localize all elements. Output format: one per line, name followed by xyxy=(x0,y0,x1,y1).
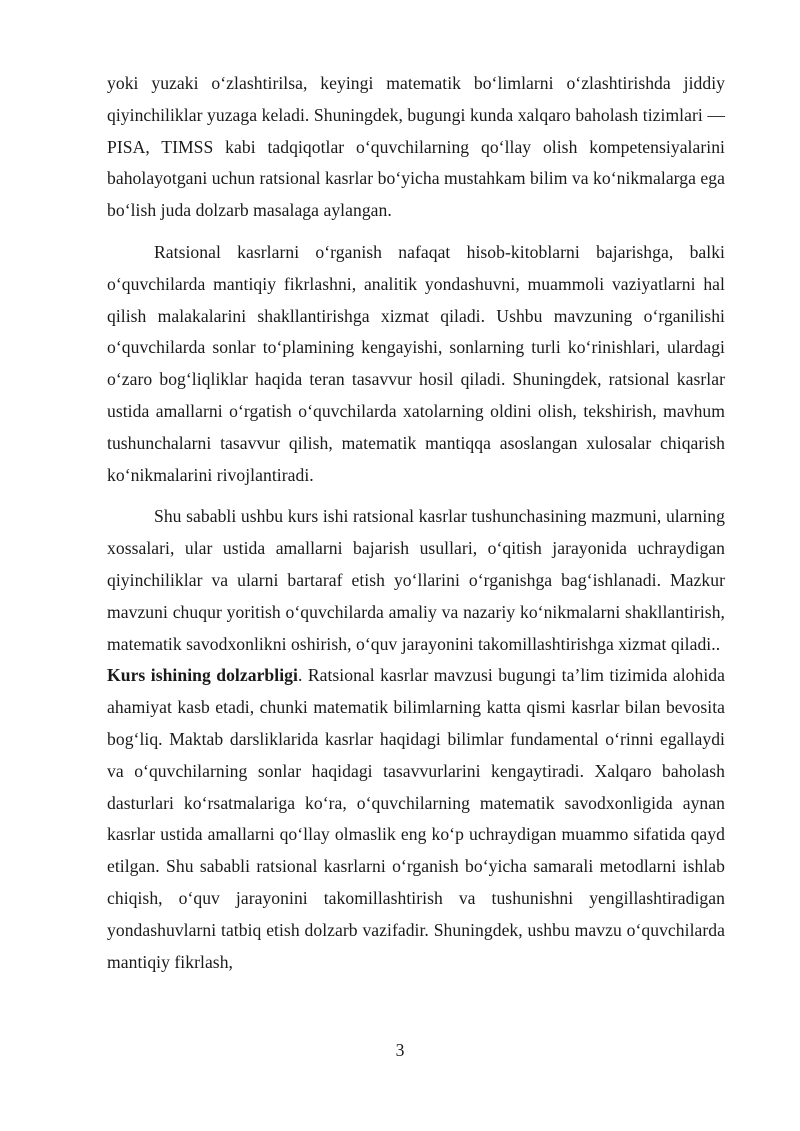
paragraph-3: Shu sababli ushbu kurs ishi ratsional kasrlar tushunchasining mazmuni, ularning xossalari, ular ustida amallarni bajarish usullari, o‘qitish jarayonida uchraydigan qiyinchiliklar va ularni bartaraf etish yo‘llarini o‘rganishga bag‘ishlanadi. Mazkur mavzuni chuqur yoritish o‘quvchilarda amaliy va nazariy ko‘nikmalarni shakllantirish, matematik savodxonlikni oshirish, o‘quv jarayonini takomillashtirishga xizmat qiladi.. xyxy=(107,506,725,654)
relevance-text: . Ratsional kasrlar mavzusi bugungi ta’lim tizimida alohida ahamiyat kasb etadi, chunki matematik bilimlarning katta qismi kasrlar bilan bevosita bog‘liq. Maktab darsliklarida kasrlar haqidagi bilimlar fundamental o‘rinni egallaydi va o‘quvchilarning sonlar haqidagi tasavvurlarini kengaytiradi. Xalqaro baholash dasturlari ko‘rsatmalariga ko‘ra, o‘quvchilarning matematik savodxonligida aynan kasrlar ustida amallarni qo‘llay olmaslik eng ko‘p uchraydigan muammo sifatida qayd etilgan. Shu sababli ratsional kasrlarni o‘rganish bo‘yicha samarali metodlarni ishlab chiqish, o‘quv jarayonini takomillashtirish va tushunishni yengillashtiradigan yondashuvlarni tatbiq etish dolzarb vazifadir. Shuningdek, ushbu mavzu o‘quvchilarda mantiqiy fikrlash, xyxy=(107,665,726,972)
paragraph-2: Ratsional kasrlarni o‘rganish nafaqat hisob-kitoblarni bajarishga, balki o‘quvchilarda mantiqiy fikrlashni, analitik yondashuvni, muammoli vaziyatlarni hal qilish malakalarini shakllantirishga xizmat qiladi. Ushbu mavzuning o‘rganilishi o‘quvchilarda sonlar to‘plamining kengayishi, sonlarning turli ko‘rinishlari, ulardagi o‘zaro bog‘liqliklar haqida teran tasavvur hosil qiladi. Shuningdek, ratsional kasrlar ustida amallarni o‘rgatish o‘quvchilarda xatolarning oldini olish, tekshirish, mavhum tushunchalarni tasavvur qilish, matematik mantiqqa asoslangan xulosalar chiqarish ko‘nikmalarini rivojlantiradi. xyxy=(107,241,725,485)
paragraph-relevance xyxy=(107,660,725,978)
relevance-heading: Kurs ishining dolzarbligi xyxy=(107,665,298,686)
page-number: 3 xyxy=(395,1040,405,1060)
paragraph-1: yoki yuzaki o‘zlashtirilsa, keyingi matematik bo‘limlarni o‘zlashtirishda jiddiy qiyinchiliklar yuzaga keladi. Shuningdek, bugungi kunda xalqaro baholash tizimlari — PISA, TIMSS kabi tadqiqotlar o‘quvchilarning qo‘llay olish kompetensiyalarini baholayotgani uchun ratsional kasrlar bo‘yicha mustahkam bilim va ko‘nikmalarga ega bo‘lish juda dolzarb masalaga aylangan. xyxy=(107,73,725,221)
document-body xyxy=(107,68,725,978)
